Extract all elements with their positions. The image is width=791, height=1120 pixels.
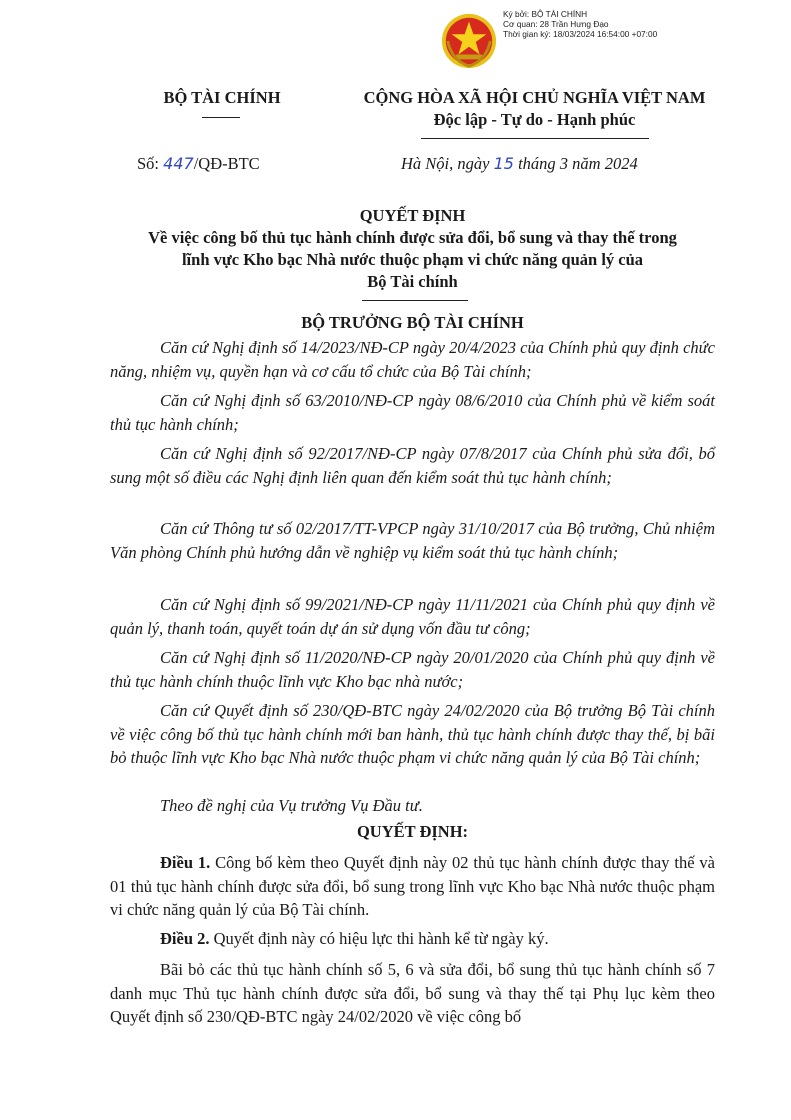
article-1-label: Điều 1. [160, 853, 211, 872]
title-heading: QUYẾT ĐỊNH [359, 206, 466, 225]
preamble-4: Căn cứ Thông tư số 02/2017/TT-VPCP ngày 31/10/2017 của Bộ trưởng, Chủ nhiệm Văn phòng Chính phủ hướng dẫn về nghiệp vụ kiểm soát thủ tục hành chính; [110, 519, 715, 562]
title-underline [362, 300, 468, 301]
article-1 [110, 851, 715, 922]
handwritten-day: 15 [493, 154, 514, 173]
article-2-paragraph-2: Bãi bỏ các thủ tục hành chính số 5, 6 và sửa đổi, bổ sung thủ tục hành chính số 7 danh mục Thủ tục hành chính được sửa đổi, bổ sung và thay thế tại Phụ lục kèm theo Quyết định số 230/QĐ-BTC ngày 24/02/2020 về việc công bố [110, 960, 715, 1026]
digital-signature-stamp [503, 9, 657, 39]
authority-heading: BỘ TRƯỞNG BỘ TÀI CHÍNH [301, 313, 524, 332]
preamble-3: Căn cứ Nghị định số 92/2017/NĐ-CP ngày 07/8/2017 của Chính phủ sửa đổi, bổ sung một số điều các Nghị định liên quan đến kiểm soát thủ tục hành chính; [110, 444, 715, 487]
decision-heading: QUYẾT ĐỊNH: [356, 822, 469, 841]
title-line-3: Bộ Tài chính [367, 272, 458, 291]
ministry-underline [202, 117, 240, 118]
decision-title [80, 205, 745, 293]
motto-underline [421, 138, 649, 139]
signature-signer: Ký bởi: BỘ TÀI CHÍNH [503, 9, 588, 19]
number-prefix: Số: [137, 154, 160, 173]
place-date [401, 154, 638, 174]
date-suffix: tháng 3 năm 2024 [518, 154, 638, 173]
preamble-2: Căn cứ Nghị định số 63/2010/NĐ-CP ngày 08/6/2010 của Chính phủ về kiểm soát thủ tục hành chính; [110, 391, 715, 434]
date-prefix: Hà Nội, ngày [401, 154, 490, 173]
document-number [137, 154, 260, 174]
ministry-name: BỘ TÀI CHÍNH [163, 88, 281, 107]
number-suffix: /QĐ-BTC [193, 154, 260, 173]
national-motto: Độc lập - Tự do - Hạnh phúc [433, 110, 636, 129]
title-line-1: Về việc công bố thủ tục hành chính được sửa đổi, bổ sung và thay thế trong [148, 228, 677, 247]
preamble-7: Căn cứ Quyết định số 230/QĐ-BTC ngày 24/02/2020 của Bộ trưởng Bộ Tài chính về việc công bố thủ tục hành chính mới ban hành, thủ tục hành chính được thay thế, bị bãi bỏ thuộc lĩnh vực Kho bạc Nhà nước thuộc phạm vi chức năng quản lý của Bộ Tài chính; [110, 701, 715, 767]
handwritten-number: 447 [163, 154, 194, 173]
preamble-8: Theo đề nghị của Vụ trưởng Vụ Đầu tư. [160, 796, 423, 815]
article-2-text: Quyết định này có hiệu lực thi hành kể từ ngày ký. [209, 929, 549, 948]
article-1-text: Công bố kèm theo Quyết định này 02 thủ tục hành chính được thay thế và 01 thủ tục hành chính được sửa đổi, bổ sung trong lĩnh vực Kho bạc Nhà nước thuộc phạm vi chức năng quản lý của Bộ Tài chính. [110, 853, 716, 919]
article-2 [110, 927, 715, 951]
signature-time: Thời gian ký: 18/03/2024 16:54:00 +07:00 [503, 29, 658, 39]
article-2-label: Điều 2. [160, 929, 210, 948]
preamble-1: Căn cứ Nghị định số 14/2023/NĐ-CP ngày 20/4/2023 của Chính phủ quy định chức năng, nhiệm vụ, quyền hạn và cơ cấu tổ chức của Bộ Tài chính; [110, 338, 715, 381]
preamble-6: Căn cứ Nghị định số 11/2020/NĐ-CP ngày 20/01/2020 của Chính phủ quy định về thủ tục hành chính thuộc lĩnh vực Kho bạc nhà nước; [110, 648, 715, 691]
national-emblem-icon [440, 12, 498, 70]
signature-agency: Cơ quan: 28 Trần Hưng Đạo [503, 19, 609, 29]
preamble-5: Căn cứ Nghị định số 99/2021/NĐ-CP ngày 11/11/2021 của Chính phủ quy định về quản lý, thanh toán, quyết toán dự án sử dụng vốn đầu tư công; [110, 595, 715, 638]
title-line-2: lĩnh vực Kho bạc Nhà nước thuộc phạm vi chức năng quản lý của [181, 250, 644, 269]
country-name: CỘNG HÒA XÃ HỘI CHỦ NGHĨA VIỆT NAM [363, 88, 706, 107]
